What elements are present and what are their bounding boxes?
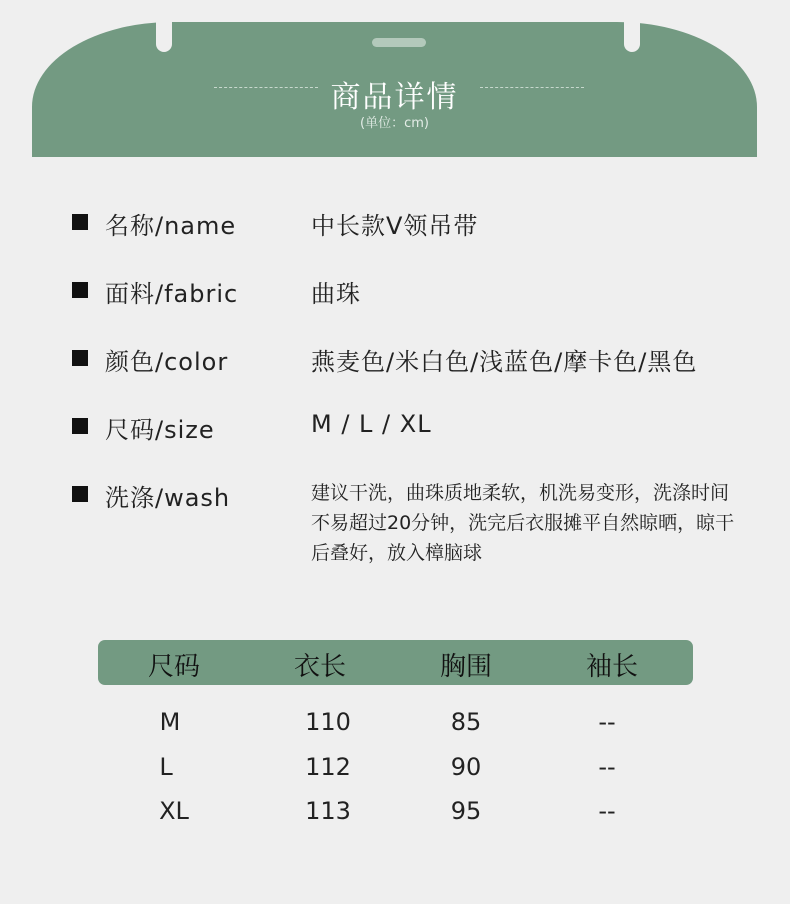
spec-label: 名称/name: [105, 212, 237, 240]
bullet-square-icon: [72, 486, 88, 502]
size-table-header-cell: 胸围: [439, 652, 492, 682]
size-table-header-cell: 袖长: [585, 652, 638, 682]
hanger-notch-left: [156, 20, 172, 52]
size-table-header: [98, 640, 693, 685]
page-title: 商品详情: [330, 80, 459, 115]
size-table-cell: 110: [305, 708, 351, 736]
size-table-cell: XL: [159, 797, 189, 825]
unit-note: (单位：cm): [360, 116, 429, 131]
size-table-cell: 112: [305, 753, 351, 781]
spec-value: 燕麦色/米白色/浅蓝色/摩卡色/黑色: [311, 348, 698, 376]
size-table-cell: 95: [450, 797, 482, 825]
hanger-notch-right: [624, 20, 640, 52]
spec-label: 面料/fabric: [105, 280, 239, 308]
size-table-cell: M: [159, 708, 181, 736]
size-table-header-cell: 衣长: [293, 652, 346, 682]
detail-header-banner: [32, 22, 757, 157]
size-table-header-cell: 尺码: [147, 652, 200, 682]
spec-value: M / L / XL: [311, 410, 432, 438]
size-table-cell: 113: [305, 797, 351, 825]
size-table-cell: --: [598, 797, 616, 825]
tag-slot: [372, 38, 426, 47]
size-table-cell: 85: [450, 708, 482, 736]
spec-label: 洗涤/wash: [105, 484, 231, 512]
spec-value: 曲珠: [311, 280, 361, 308]
bullet-square-icon: [72, 418, 88, 434]
spec-value: 建议干洗，曲珠质地柔软，机洗易变形，洗涤时间不易超过20分钟，洗完后衣服摊平自然晾晒，晾干后叠好，放入樟脑球: [311, 482, 735, 564]
spec-label: 颜色/color: [105, 348, 229, 376]
size-table-cell: --: [598, 753, 616, 781]
size-table-cell: 90: [450, 753, 482, 781]
spec-value: 中长款V领吊带: [311, 212, 479, 240]
bullet-square-icon: [72, 350, 88, 366]
bullet-square-icon: [72, 282, 88, 298]
spec-label: 尺码/size: [105, 416, 215, 444]
size-table-cell: --: [598, 708, 616, 736]
size-table-cell: L: [159, 753, 173, 781]
bullet-square-icon: [72, 214, 88, 230]
